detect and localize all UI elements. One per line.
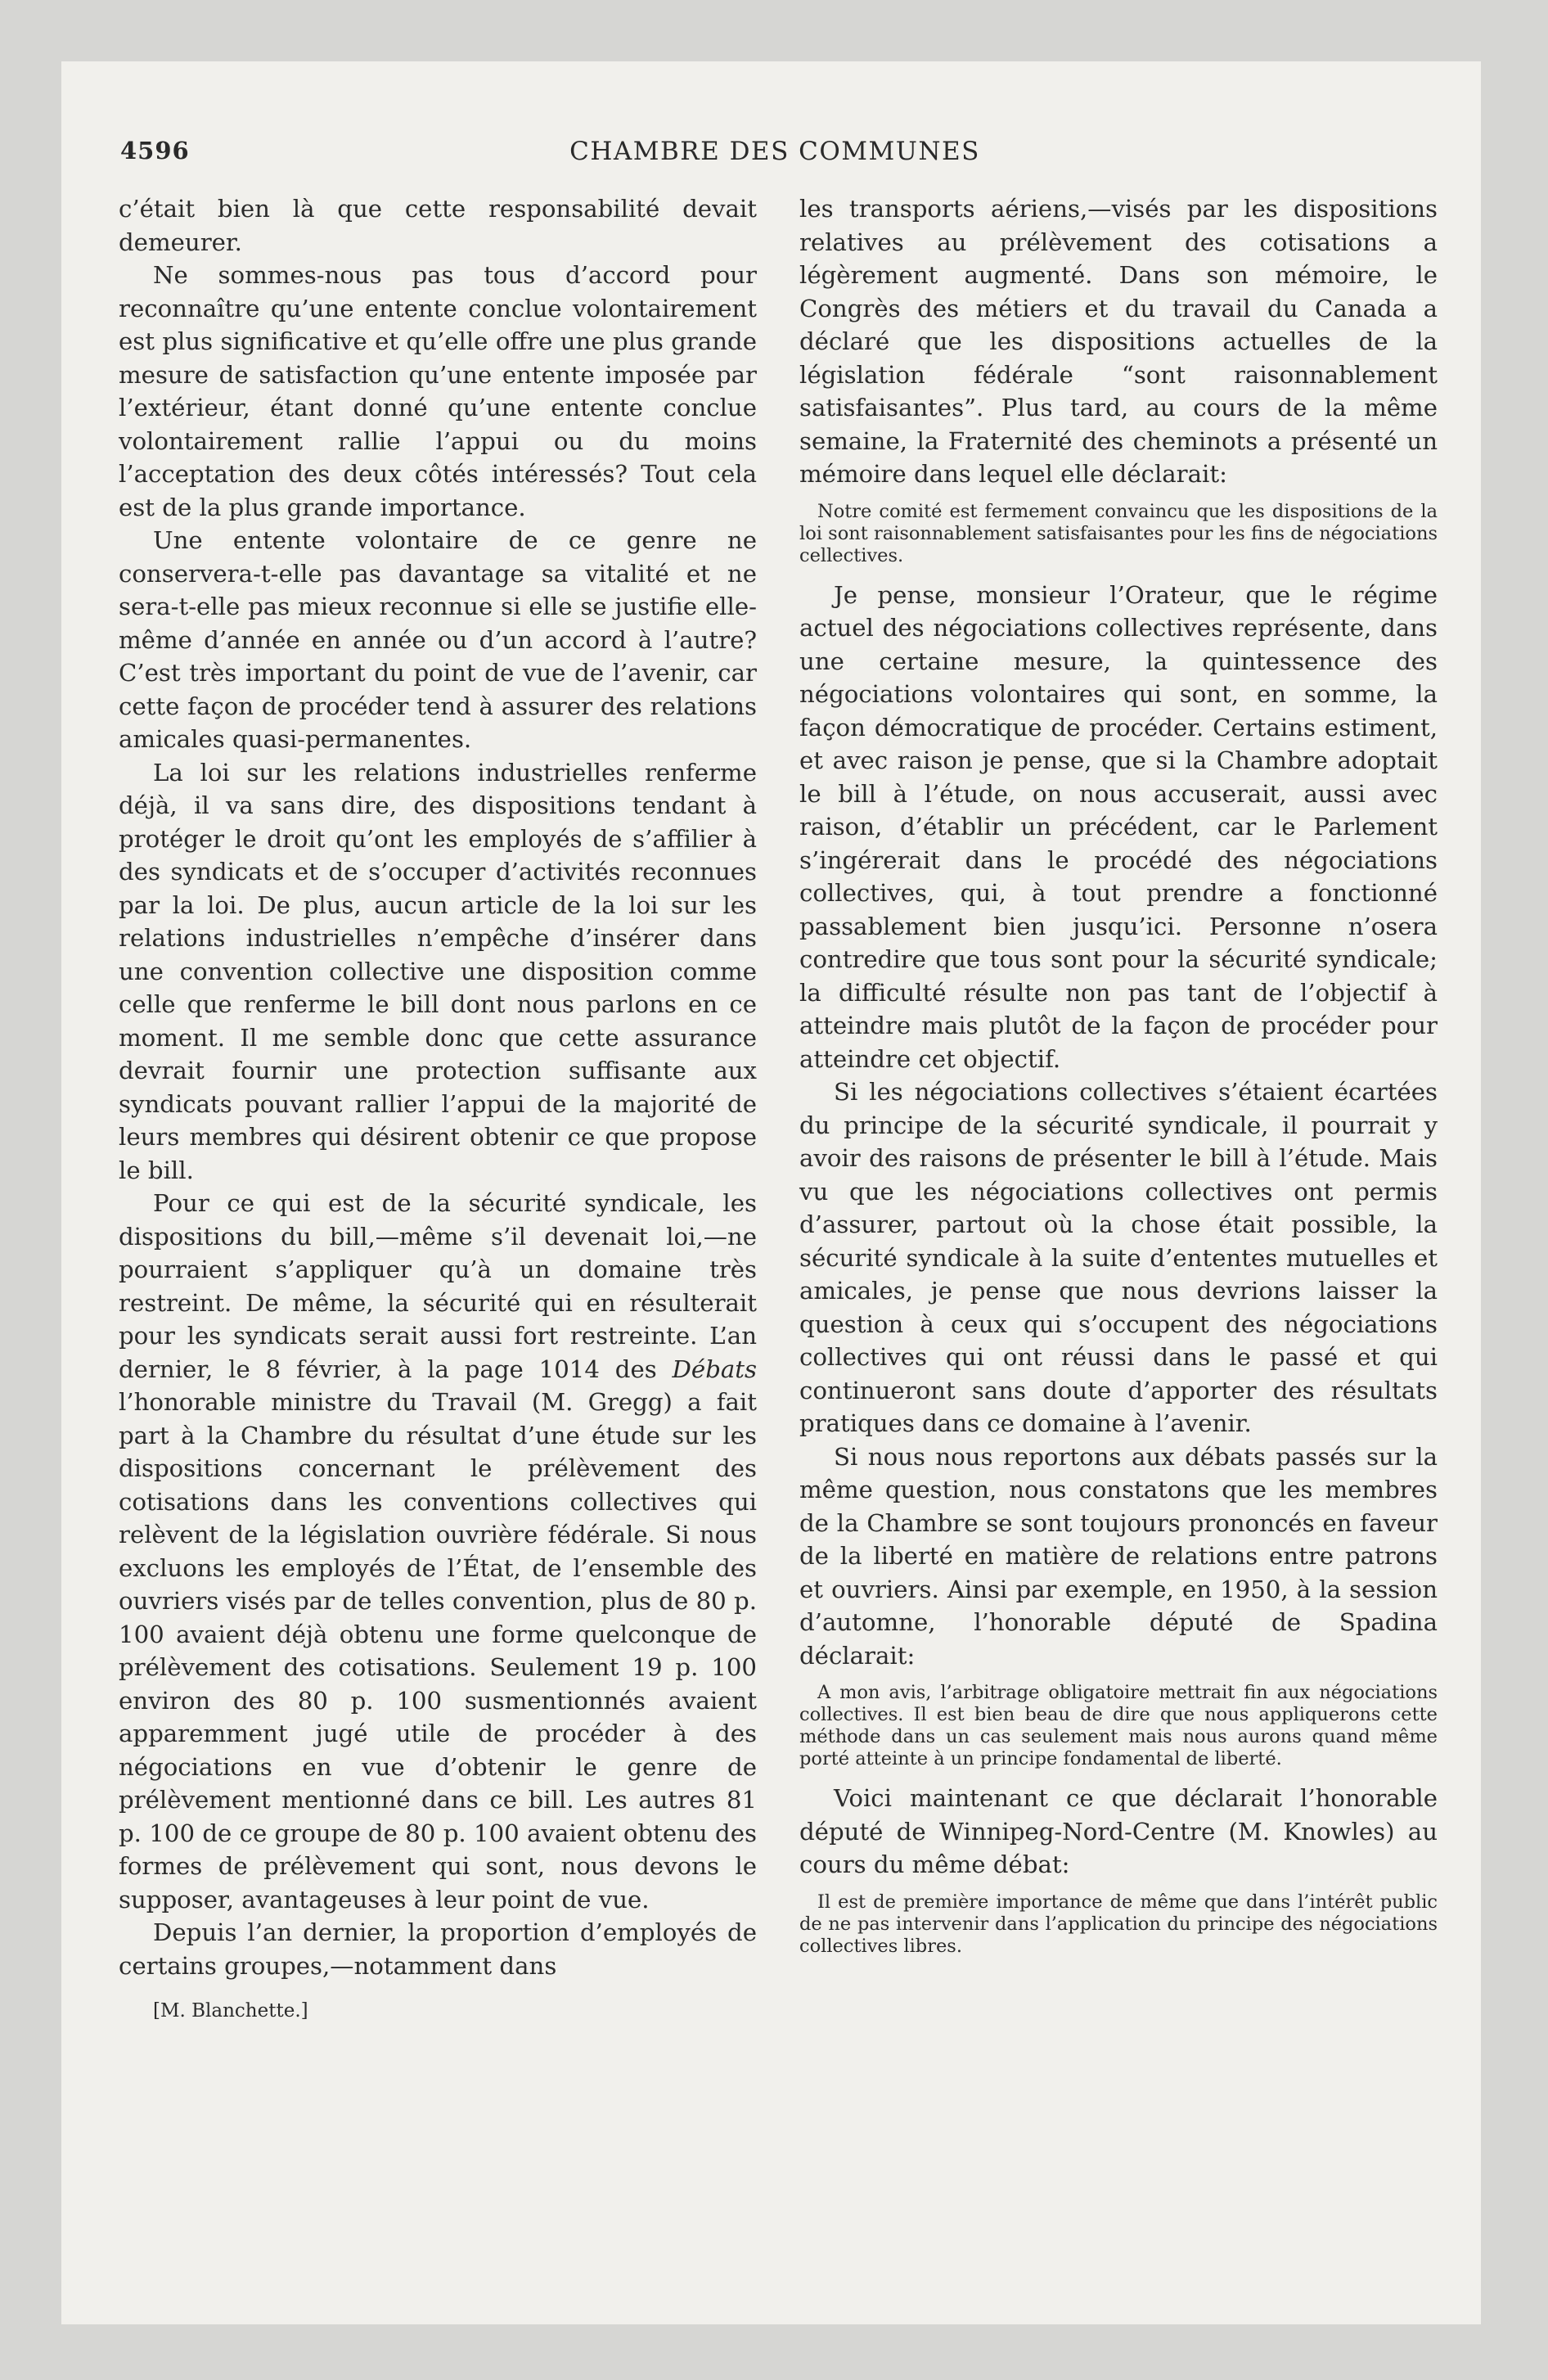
running-title: CHAMBRE DES COMMUNES [569, 137, 980, 166]
publication-title: Débats [672, 1355, 757, 1383]
paragraph: La loi sur les relations industrielles renferme déjà, il va sans dire, des dispositions tendant à protéger le droit qu’ont les employés de s’affilier à des syndicats et de s’occuper d’activités reconnues par la loi. De plus, aucun article de la loi sur les relations industrielles n’empêche d’insérer dans une convention collective une disposition comme celle que renferme le bill dont nous parlons en ce moment. Il me semble donc que cette assurance devrait fournir une protection suffisante aux syndicats pouvant rallier l’appui de la majorité de leurs membres qui désirent obtenir ce que propose le bill. [119, 758, 757, 1184]
document-page [61, 61, 1481, 2324]
block-quote: A mon avis, l’arbitrage obligatoire mettrait fin aux négociations collectives. Il est bien beau de dire que nous appliquerons cette méthode dans un cas seulement mais nous aurons quand même porté atteinte à un principe fondamental de liberté. [799, 1682, 1438, 1769]
speaker-attribution: [M. Blanchette.] [153, 2000, 308, 2022]
block-quote: Notre comité est fermement convaincu que les dispositions de la loi sont raisonnablement satisfaisantes pour les fins de négociations cellectives. [799, 500, 1438, 566]
paragraph [119, 1187, 757, 1916]
paragraph: Ne sommes-nous pas tous d’accord pour reconnaître qu’une entente conclue volontairement est plus significative et qu’elle offre une plus grande mesure de satisfaction qu’une entente imposée par l’extérieur, étant donné qu’une entente conclue volontairement rallie l’appui ou du moins l’acceptation des deux côtés intéressés? Tout cela est de la plus grande importance. [119, 261, 757, 521]
paragraph: Je pense, monsieur l’Orateur, que le régime actuel des négociations collectives représente, dans une certaine mesure, la quintessence des négociations volontaires qui sont, en somme, la façon démocratique de procéder. Certains estiment, et avec raison je pense, que si la Chambre adoptait le bill à l’étude, on nous accuserait, aussi avec raison, d’établir un précédent, car le Parlement s’ingérerait dans le procédé des négociations collectives, qui, à tout prendre a fonctionné passablement bien jusqu’ici. Personne n’osera contredire que tous sont pour la sécurité syndicale; la difficulté résulte non pas tant de l’objectif à atteindre mais plutôt de la façon de procéder pour atteindre cet objectif. [799, 580, 1438, 1073]
paragraph: Si nous nous reportons aux débats passés sur la même question, nous constatons que les membres de la Chambre se sont toujours prononcés en faveur de la liberté en matière de relations entre patrons et ouvriers. Ainsi par exemple, en 1950, à la session d’automne, l’honorable député de Spadina déclarait: [799, 1442, 1438, 1670]
paragraph: Voici maintenant ce que déclarait l’honorable député de Winnipeg-Nord-Centre (M. Knowles) au cours du même débat: [799, 1784, 1438, 1878]
paragraph: les transports aériens,—visés par les dispositions relatives au prélèvement des cotisations a légèrement augmenté. Dans son mémoire, le Congrès des métiers et du travail du Canada a déclaré que les dispositions actuelles de la législation fédérale “sont raisonnablement satisfaisantes”. Plus tard, au cours de la même semaine, la Fraternité des cheminots a présenté un mémoire dans lequel elle déclarait: [799, 195, 1438, 488]
paragraph: Depuis l’an dernier, la proportion d’employés de certains groupes,—notamment dans [119, 1918, 757, 1980]
paragraph: Une entente volontaire de ce genre ne conservera-t-elle pas davantage sa vitalité et ne sera-t-elle pas mieux reconnue si elle se justifie elle-même d’année en année ou d’un accord à l’autre? C’est très important du point de vue de l’avenir, car cette façon de procéder tend à assurer des relations amicales quasi-permanentes. [119, 526, 757, 753]
left-column [119, 192, 757, 2022]
paragraph-text: Pour ce qui est de la sécurité syndicale, les dispositions du bill,—même s’il devenait loi,—ne pourraient s’appliquer qu’à un domaine très restreint. De même, la sécurité qui en résulterait pour les syndicats serait aussi fort restreinte. L’an dernier, le 8 février, à la page 1014 des [119, 1189, 757, 1383]
page-header [120, 137, 1429, 178]
block-quote: Il est de première importance de même que dans l’intérêt public de ne pas intervenir dans l’application du principe des négociations collectives libres. [799, 1891, 1438, 1957]
paragraph: c’était bien là que cette responsabilité devait demeurer. [119, 195, 757, 256]
right-column [799, 192, 1438, 1969]
paragraph-text: l’honorable ministre du Travail (M. Gregg) a fait part à la Chambre du résultat d’une étude sur les dispositions concernant le prélèvement des cotisations dans les conventions collectives qui relèvent de la législation ouvrière fédérale. Si nous excluons les employés de l’État, de l’ensemble des ouvriers visés par de telles convention, plus de 80 p. 100 avaient déjà obtenu une forme quelconque de prélèvement des cotisations. Seulement 19 p. 100 environ des 80 p. 100 susmentionnés avaient apparemment jugé utile de procéder à des négociations en vue d’obtenir le genre de prélèvement mentionné dans ce bill. Les autres 81 p. 100 de ce groupe de 80 p. 100 avaient obtenu des formes de prélèvement qui sont, nous devons le supposer, avantageuses à leur point de vue. [119, 1388, 757, 1913]
page-number: 4596 [120, 137, 190, 165]
paragraph: Si les négociations collectives s’étaient écartées du principe de la sécurité syndicale, il pourrait y avoir des raisons de présenter le bill à l’étude. Mais vu que les négociations collectives ont permis d’assurer, partout où la chose était possible, la sécurité syndicale à la suite d’ententes mutuelles et amicales, je pense que nous devrions laisser la question à ceux qui s’occupent des négociations collectives qui ont réussi dans le passé et qui continueront sans doute d’apporter des résultats pratiques dans ce domaine à l’avenir. [799, 1078, 1438, 1437]
